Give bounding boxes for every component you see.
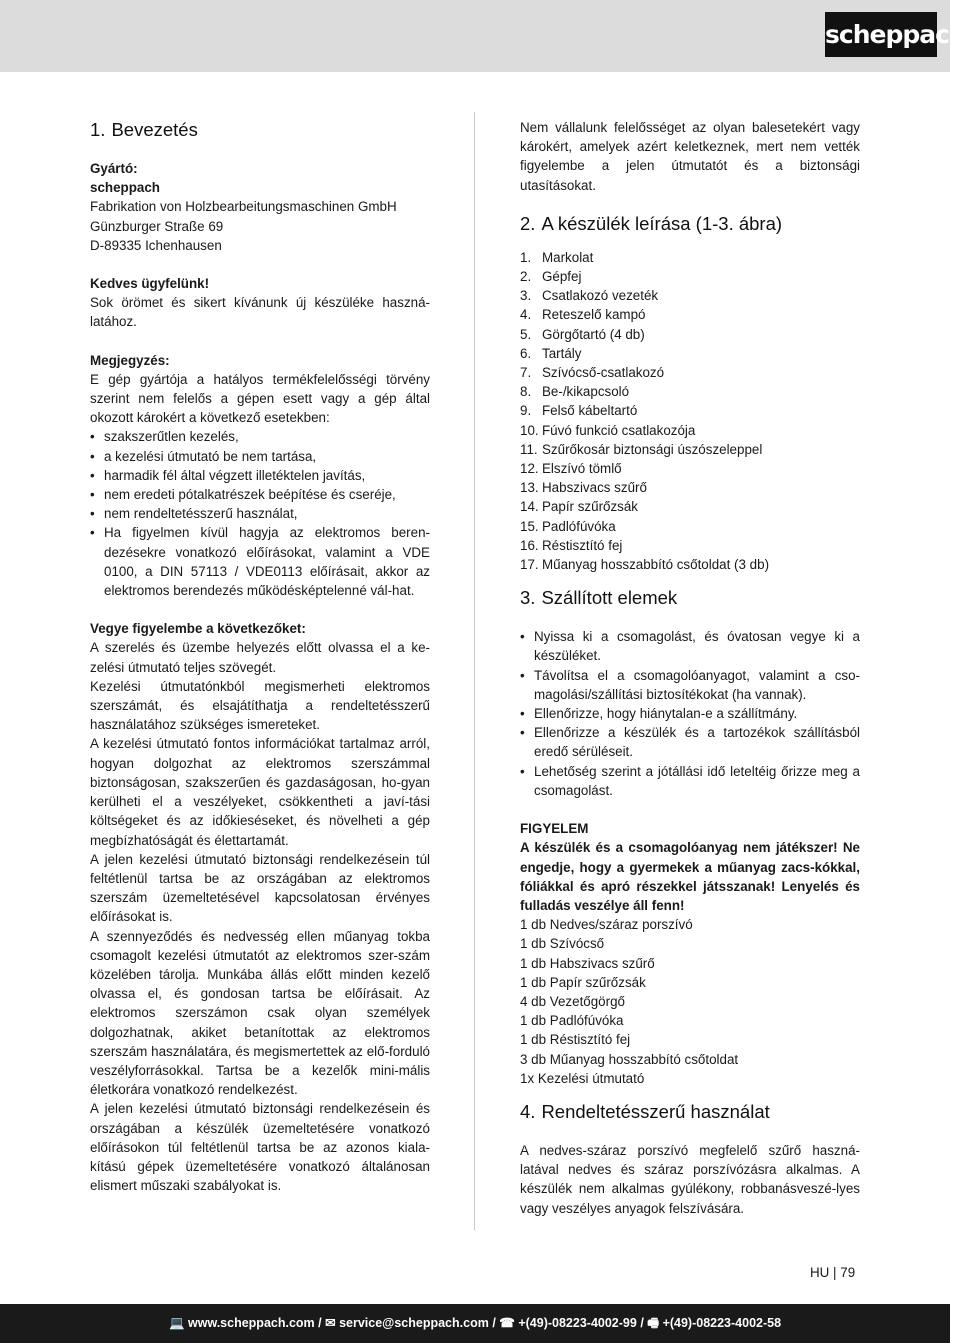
unpacking-list xyxy=(520,627,860,800)
list-item: 1 db Szívócső xyxy=(520,936,605,952)
scheppach-logo: scheppach xyxy=(825,12,937,57)
parts-list xyxy=(520,248,860,574)
consider-paragraph: A szerelés és üzembe helyezés előtt olvassa el a ke-zelési útmutató teljes szövegét. xyxy=(90,640,430,675)
list-item: 3. Csatlakozó vezeték xyxy=(520,288,659,304)
list-item: 1 db Papír szűrőzsák xyxy=(520,974,646,990)
list-item: • szakszerűtlen kezelés, xyxy=(90,427,430,446)
list-item: • harmadik fél által végzett illetéktelen javítás, xyxy=(90,466,430,485)
dear-customer-heading: Kedves ügyfelünk! xyxy=(90,276,210,292)
intended-use-text: A nedves-száraz porszívó megfelelő szűrő haszná-latával nedves és száraz porszívózásra alkalmas. A készülék nem alkalmas gyúlékony, robbanásveszé-lyes vagy veszélyes anyagok felszívására. xyxy=(520,1142,860,1216)
list-item: • Lehetőség szerint a jótállási idő leteltéig őrizze meg a csomagolást. xyxy=(520,762,860,800)
manufacturer-line: Günzburger Straße 69 xyxy=(90,218,224,234)
list-item: 10. Fúvó funkció csatlakozója xyxy=(520,422,696,438)
note-heading: Megjegyzés: xyxy=(90,352,170,368)
list-item: 15. Padlófúvóka xyxy=(520,518,616,534)
list-item: 4 db Vezetőgörgő xyxy=(520,993,625,1009)
note-text: E gép gyártója a hatályos termékfelelősségi törvény szerint nem felelős a gépen esett vagy a gép által okozott károkért a következő esetekben: xyxy=(90,371,430,426)
manufacturer-name: scheppach xyxy=(90,180,160,196)
warning-heading: FIGYELEM xyxy=(520,821,589,837)
list-item: 14. Papír szűrőzsák xyxy=(520,499,639,515)
list-item: • Ha figyelmen kívül hagyja az elektromos beren-dezésekre vonatkozó előírásokat, valamint a VDE 0100, a DIN 57113 / VDE0113 előírásait, akkor az elektromos berendezés működésképtelenné vál-hat. xyxy=(90,523,430,600)
list-item: 1 db Nedves/száraz porszívó xyxy=(520,917,693,933)
list-item: • Ellenőrizze, hogy hiánytalan-e a szállítmány. xyxy=(520,704,860,723)
consider-paragraph: A jelen kezelési útmutató biztonsági rendelkezésein túl feltétlenül tartsa be az országában az elektromos szerszám üzemeltetésével kapcsolatosan érvényes előírásokat is. xyxy=(90,851,430,925)
warning-text: A készülék és a csomagolóanyag nem játékszer! Ne engedje, hogy a gyermekek a műanyag zacs-kókkal, fóliákkal és apró részekkel játsszanak! Lenyelés és fulladás veszélye áll fenn! xyxy=(520,840,860,913)
manufacturer-line: Fabrikation von Holzbearbeitungsmaschinen GmbH xyxy=(90,199,397,215)
fax-icon: 🖷 xyxy=(647,1316,660,1330)
website-link[interactable]: www.scheppach.com xyxy=(188,1316,315,1330)
consider-paragraph: A kezelési útmutató fontos információkat tartalmaz arról, hogyan dolgozhat az elektromos szerszámmal biztonságosan, szakszerűen és gazdaságosan, ho-gyan kerülheti el a veszélyeket, csökkentheti a javí-tási költségeket és az időkieséseket, és növelheti a gép megbízhatóságát és élettartamát. xyxy=(90,736,430,848)
liability-text: Nem vállalunk felelősséget az olyan balesetekért vagy károkért, amelyek azért keletkeznek, mert nem vették figyelembe a jelen útmutatót és a biztonsági utasításokat. xyxy=(520,120,860,193)
consider-paragraph: A jelen kezelési útmutató biztonsági rendelkezésein és országában a készülék üzemeltetésére vonatkozó előírásokon túl feltétlenül tartsa be az azonos kiala-kítású gépek üzemeltetésére vonatkozó általánosan elismert műszaki szabályokat is. xyxy=(90,1101,430,1194)
consider-heading: Vegye figyelembe a következőket: xyxy=(90,621,306,637)
fax-number: +(49)-08223-4002-58 xyxy=(662,1316,782,1330)
dear-customer-text: Sok örömet és sikert kívánunk új készüléke haszná-latához. xyxy=(90,295,430,330)
delivery-list xyxy=(520,915,860,1088)
section-3-title: 3. Szállított elemek xyxy=(520,587,678,609)
footer-bar: 💻 www.scheppach.com / ✉ service@scheppach.com / ☎ +(49)-08223-4002-99 / 🖷 +(49)-08223-4002-58 xyxy=(0,1304,950,1343)
list-item: 13. Habszivacs szűrő xyxy=(520,480,647,496)
manufacturer-label: Gyártó: xyxy=(90,161,138,176)
list-item: • Távolítsa el a csomagolóanyagot, valamint a cso-magolási/szállítási biztosítékokat (ha vannak). xyxy=(520,666,860,704)
computer-icon: 💻 xyxy=(168,1316,185,1330)
list-item: 1x Kezelési útmutató xyxy=(520,1070,645,1086)
column-divider xyxy=(474,112,475,1230)
phone-icon: ☎ xyxy=(499,1316,515,1330)
list-item: • nem eredeti pótalkatrészek beépítése és cseréje, xyxy=(90,485,430,504)
phone-number: +(49)-08223-4002-99 xyxy=(518,1316,637,1330)
list-item: 5. Görgőtartó (4 db) xyxy=(520,326,645,342)
section-2-title: 2. A készülék leírása (1-3. ábra) xyxy=(520,212,783,234)
consider-paragraph: A szennyeződés és nedvesség ellen műanyag tokba csomagolt kezelési útmutatót az elektromos szer-szám közelében tárolja. Munkába állás előtt minden kezelő olvassa el, és gondosan tartsa be előírásait. Az elektromos szerszámon csak olyan személyek dolgozhatnak, akiket betanítottak az elektromos szerszám használatára, és megismertettek az elő-forduló veszélyforrásokkal. Tartsa be a kezelők mini-mális életkorára vonatkozó rendelkezést. xyxy=(90,928,430,1098)
section-4-title: 4. Rendeltetésszerű használat xyxy=(520,1100,770,1122)
list-item: 1. Markolat xyxy=(520,249,594,265)
list-item: 3 db Műanyag hosszabbító csőtoldat xyxy=(520,1051,739,1067)
manufacturer-line: D-89335 Ichenhausen xyxy=(90,237,222,253)
list-item: 11. Szűrőkosár biztonsági úszószeleppel xyxy=(520,441,763,457)
left-column xyxy=(90,118,430,1195)
mail-icon: ✉ xyxy=(325,1316,336,1330)
section-1-title: 1. Bevezetés xyxy=(90,119,198,140)
list-item: • Ellenőrizze a készülék és a tartozékok szállításból eredő sérüléseit. xyxy=(520,723,860,761)
list-item: 1 db Padlófúvóka xyxy=(520,1013,624,1029)
list-item: • nem rendeltetésszerű használat, xyxy=(90,504,430,523)
list-item: 8. Be-/kikapcsoló xyxy=(520,384,630,400)
list-item: • a kezelési útmutató be nem tartása, xyxy=(90,447,430,466)
page-number: HU | 79 xyxy=(810,1265,856,1280)
note-list xyxy=(90,427,430,600)
list-item: 17. Műanyag hosszabbító csőtoldat (3 db) xyxy=(520,557,770,573)
list-item: 9. Felső kábeltartó xyxy=(520,403,638,419)
list-item: • Nyissa ki a csomagolást, és óvatosan vegye ki a készüléket. xyxy=(520,627,860,665)
list-item: 1 db Réstisztító fej xyxy=(520,1032,631,1048)
list-item: 2. Gépfej xyxy=(520,269,582,285)
list-item: 12. Elszívó tömlő xyxy=(520,461,622,477)
right-column xyxy=(520,118,860,1218)
list-item: 16. Réstisztító fej xyxy=(520,537,623,553)
consider-paragraph: Kezelési útmutatónkból megismerheti elektromos szerszámát, és elsajátíthatja a rendeltetésszerű használatához szükséges ismereteket. xyxy=(90,678,430,733)
list-item: 6. Tartály xyxy=(520,345,582,361)
email-link[interactable]: service@scheppach.com xyxy=(339,1316,489,1330)
header-bar xyxy=(0,0,966,72)
list-item: 1 db Habszivacs szűrő xyxy=(520,955,655,971)
list-item: 4. Reteszelő kampó xyxy=(520,307,646,323)
list-item: 7. Szívócső-csatlakozó xyxy=(520,365,665,381)
